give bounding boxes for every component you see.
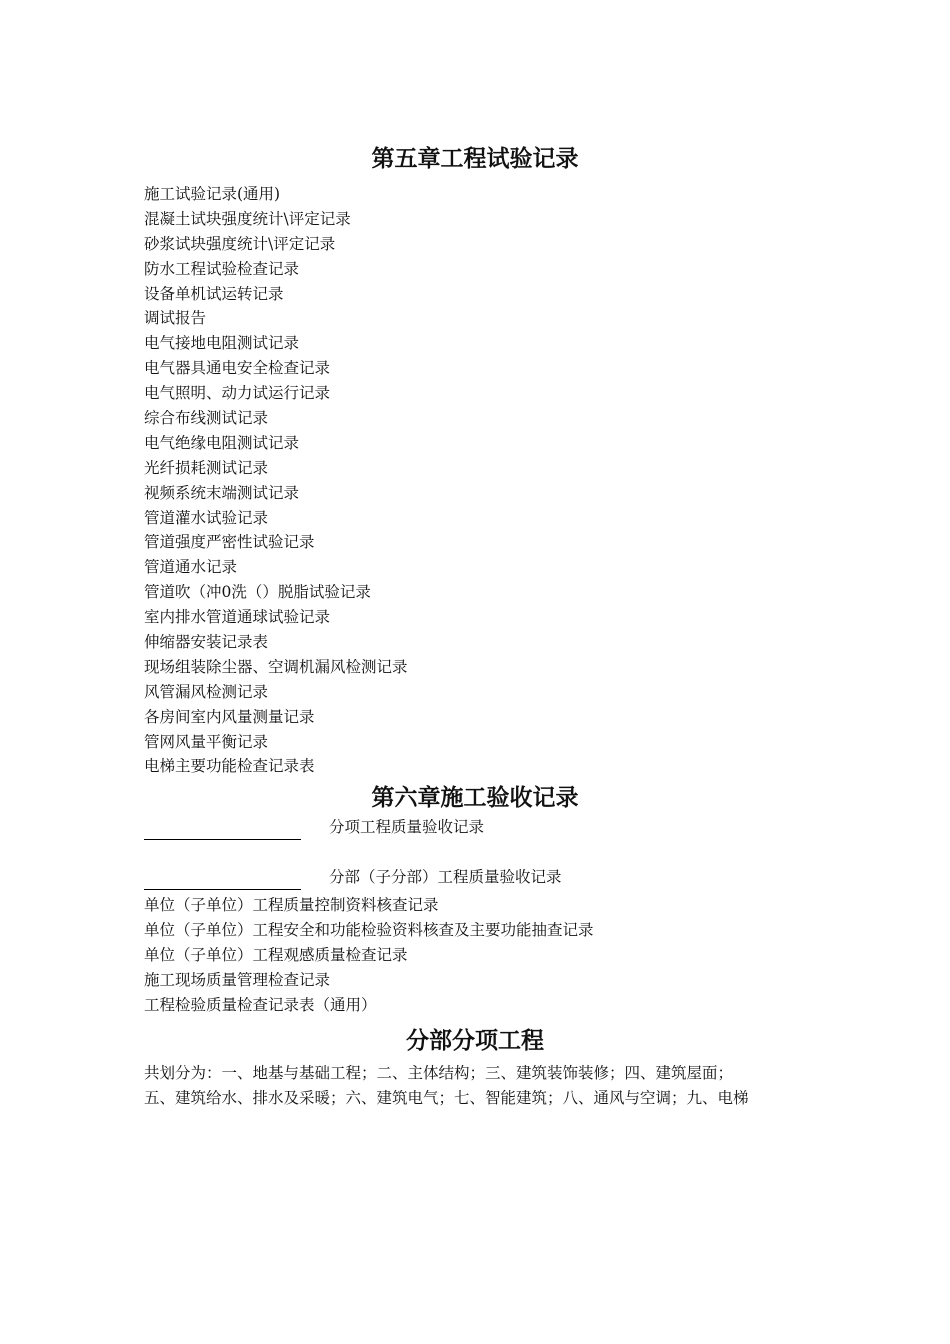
list-item: 单位（子单位）工程安全和功能检验资料核查及主要功能抽查记录 xyxy=(144,921,594,940)
chapter6-title: 第六章施工验收记录 xyxy=(371,785,579,812)
document-page xyxy=(144,140,806,1111)
section-title: 分部分项工程 xyxy=(406,1027,544,1054)
list-item: 电气接地电阻测试记录 xyxy=(144,334,300,353)
list-item: 防水工程试验检查记录 xyxy=(144,259,300,278)
list-item: 光纤损耗测试记录 xyxy=(144,458,269,477)
list-item: 调试报告 xyxy=(144,309,207,328)
list-item: 室内排水管道通球试验记录 xyxy=(144,608,331,627)
list-item: 视频系统末端测试记录 xyxy=(144,483,300,502)
blank-row-label: 分部（子分部）工程质量验收记录 xyxy=(329,868,562,887)
list-item: 管网风量平衡记录 xyxy=(144,732,269,751)
chapter5-title: 第五章工程试验记录 xyxy=(371,146,579,172)
list-item: 工程检验质量检查记录表（通用） xyxy=(144,995,377,1014)
list-item: 管道强度严密性试验记录 xyxy=(144,533,315,552)
list-item: 施工现场质量管理检查记录 xyxy=(144,971,331,990)
list-item: 砂浆试块强度统计\评定记录 xyxy=(144,234,336,253)
list-item: 管道灌水试验记录 xyxy=(144,508,269,527)
list-item: 伸缩器安装记录表 xyxy=(144,633,269,652)
list-item: 管道通水记录 xyxy=(144,558,238,577)
blank-row-label: 分项工程质量验收记录 xyxy=(329,818,485,837)
list-item: 电梯主要功能检查记录表 xyxy=(144,757,315,776)
list-item: 综合布线测试记录 xyxy=(144,409,269,428)
list-item: 管道吹（冲0洗（）脱脂试验记录 xyxy=(144,583,371,602)
list-item: 混凝土试块强度统计\评定记录 xyxy=(144,209,351,228)
blank-fill-row xyxy=(144,843,806,893)
list-item: 单位（子单位）工程质量控制资料核查记录 xyxy=(144,896,439,915)
fill-in-blank-line xyxy=(144,839,301,840)
section-paragraph xyxy=(144,1061,806,1111)
fill-in-blank-line xyxy=(144,889,301,890)
list-item: 电气照明、动力试运行记录 xyxy=(144,384,331,403)
chapter6-record-list xyxy=(144,893,806,1017)
list-item: 风管漏风检测记录 xyxy=(144,682,269,701)
list-item: 电气器具通电安全检查记录 xyxy=(144,359,331,378)
paragraph-line: 五、建筑给水、排水及采暖；六、建筑电气；七、智能建筑；八、通风与空调；九、电梯 xyxy=(144,1088,749,1107)
list-item: 施工试验记录(通用) xyxy=(144,185,281,203)
list-item: 各房间室内风量测量记录 xyxy=(144,707,315,726)
list-item: 设备单机试运转记录 xyxy=(144,284,284,303)
list-item: 电气绝缘电阻测试记录 xyxy=(144,433,300,452)
chapter5-record-list xyxy=(144,182,806,779)
blank-fill-row xyxy=(144,815,806,843)
list-item: 现场组装除尘器、空调机漏风检测记录 xyxy=(144,657,408,676)
paragraph-line: 共划分为：一、地基与基础工程；二、主体结构；三、建筑装饰装修；四、建筑屋面； xyxy=(144,1063,734,1082)
list-item: 单位（子单位）工程观感质量检查记录 xyxy=(144,946,408,965)
